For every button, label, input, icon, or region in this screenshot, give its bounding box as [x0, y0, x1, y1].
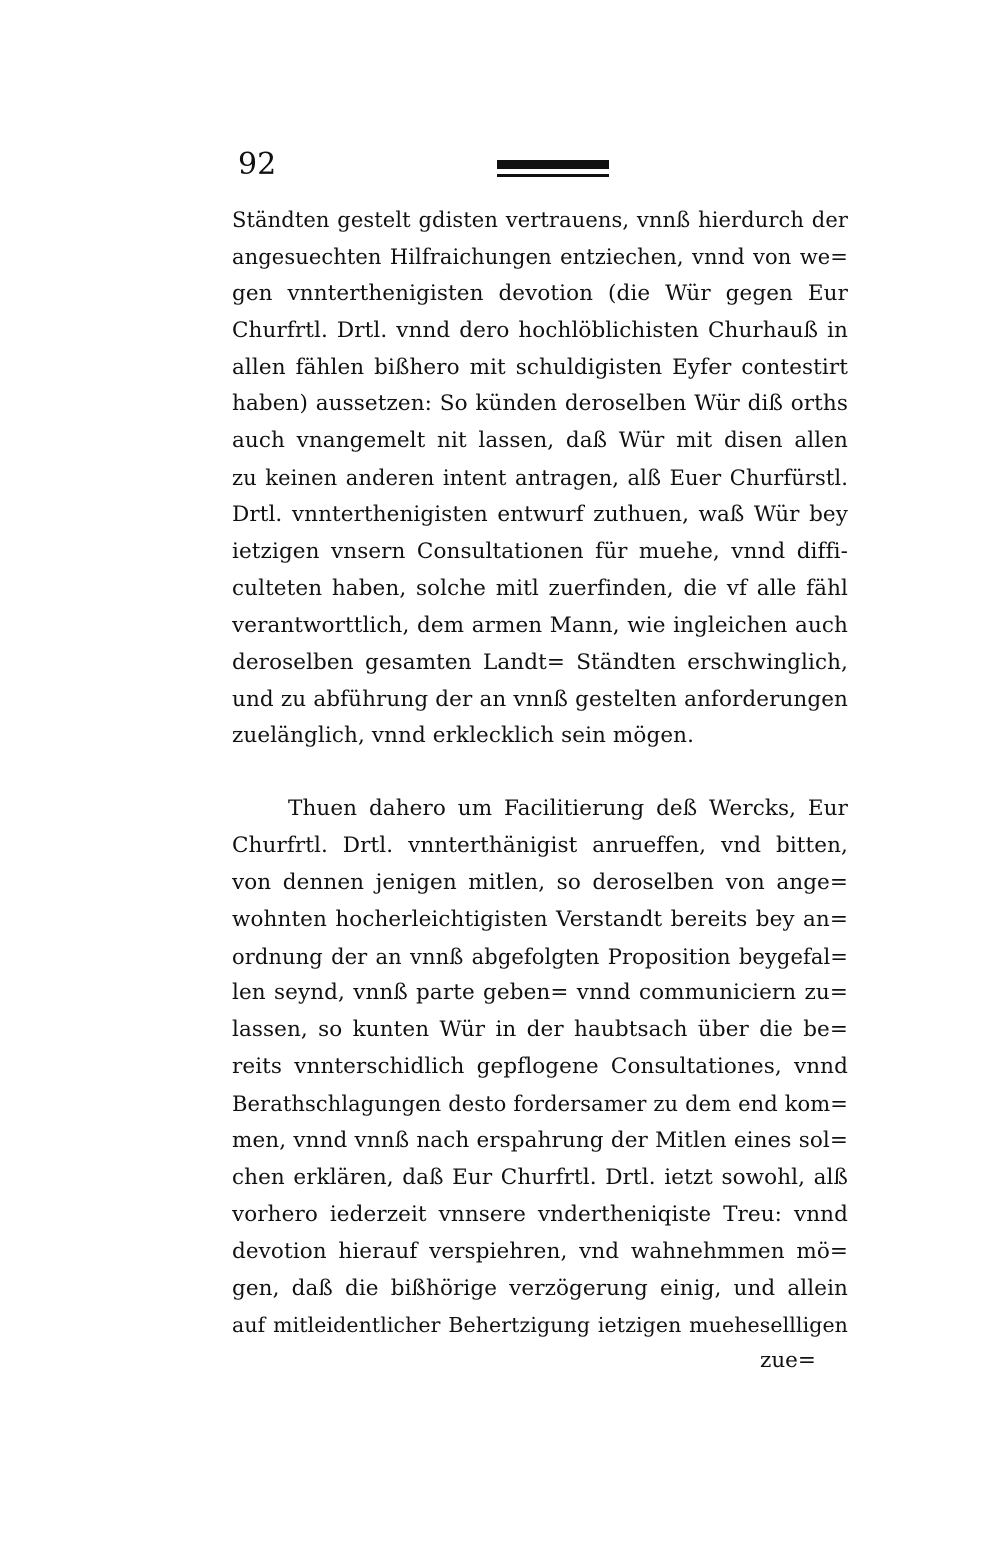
catchword: zue=	[760, 1348, 816, 1373]
text-line: ietzigen vnsern Consultationen für muehe, vnnd diffi-	[232, 539, 848, 565]
text-line: verantworttlich, dem armen Mann, wie ingleichen auch	[232, 612, 848, 638]
text-line: und zu abführung der an vnnß gestelten anforderungen	[232, 686, 848, 712]
text-line: Drtl. vnnterthenigisten entwurf zuthuen, waß Wür bey	[232, 502, 848, 528]
text-line: gen, daß die bißhörige verzögerung einig, und allein	[232, 1275, 848, 1301]
text-line: deroselben gesamten Landt= Ständten erschwinglich,	[232, 649, 848, 675]
ornament-thick-rule	[497, 160, 609, 169]
text-line: chen erklären, daß Eur Churfrtl. Drtl. ietzt sowohl, alß	[232, 1164, 848, 1190]
text-line: reits vnnterschidlich gepflogene Consultationes, vnnd	[232, 1054, 848, 1080]
paragraph-1	[232, 202, 848, 755]
text-line: Thuen dahero um Facilitierung deß Wercks, Eur	[288, 796, 848, 821]
text-line: Churfrtl. Drtl. vnnd dero hochlöblichisten Churhauß in	[232, 317, 848, 343]
page-number: 92	[238, 147, 277, 182]
text-line: ordnung der an vnnß abgefolgten Proposition beygefal=	[232, 944, 848, 969]
text-line: devotion hierauf verspiehren, vnd wahnehmmen mö=	[232, 1238, 848, 1264]
text-line: lassen, so kunten Wür in der haubtsach über die be=	[232, 1017, 848, 1043]
text-line: auf mitleidentlicher Behertzigung ietzigen muehesellligen	[232, 1313, 848, 1338]
ornament-thin-rule	[497, 174, 609, 177]
paragraph-2	[232, 791, 848, 1344]
text-line: men, vnnd vnnß nach erspahrung der Mitlen eines sol=	[232, 1128, 848, 1154]
text-line: Ständten gestelt gdisten vertrauens, vnnß hierdurch der	[232, 208, 848, 232]
text-line: allen fählen bißhero mit schuldigisten Eyfer contestirt	[232, 354, 848, 380]
text-line: len seynd, vnnß parte geben= vnnd communiciern zu=	[232, 980, 848, 1006]
text-line: wohnten hocherleichtigisten Verstandt bereits bey an=	[232, 906, 848, 932]
text-line: culteten haben, solche mitl zuerfinden, die vf alle fähl	[232, 575, 848, 601]
text-line: Berathschlagungen desto fordersamer zu dem end kom=	[232, 1092, 848, 1117]
text-line: vorhero iederzeit vnnsere vndertheniqiste Treu: vnnd	[232, 1201, 848, 1227]
header-ornament	[497, 160, 609, 177]
text-line: zu keinen anderen intent antragen, alß Euer Churfürstl.	[232, 466, 848, 491]
text-line: haben) aussetzen: So künden deroselben Wür diß orths	[232, 391, 848, 417]
text-line: angesuechten Hilfraichungen entziechen, vnnd von we=	[232, 244, 848, 269]
text-line: auch vnangemelt nit lassen, daß Wür mit disen allen	[232, 428, 848, 454]
text-line: von dennen jenigen mitlen, so deroselben von ange=	[232, 869, 848, 895]
text-line: zuelänglich, vnnd erklecklich sein mögen.	[232, 723, 695, 749]
text-line: gen vnnterthenigisten devotion (die Wür gegen Eur	[232, 280, 848, 306]
text-line: Churfrtl. Drtl. vnnterthänigist anrueffen, vnd bitten,	[232, 832, 848, 858]
